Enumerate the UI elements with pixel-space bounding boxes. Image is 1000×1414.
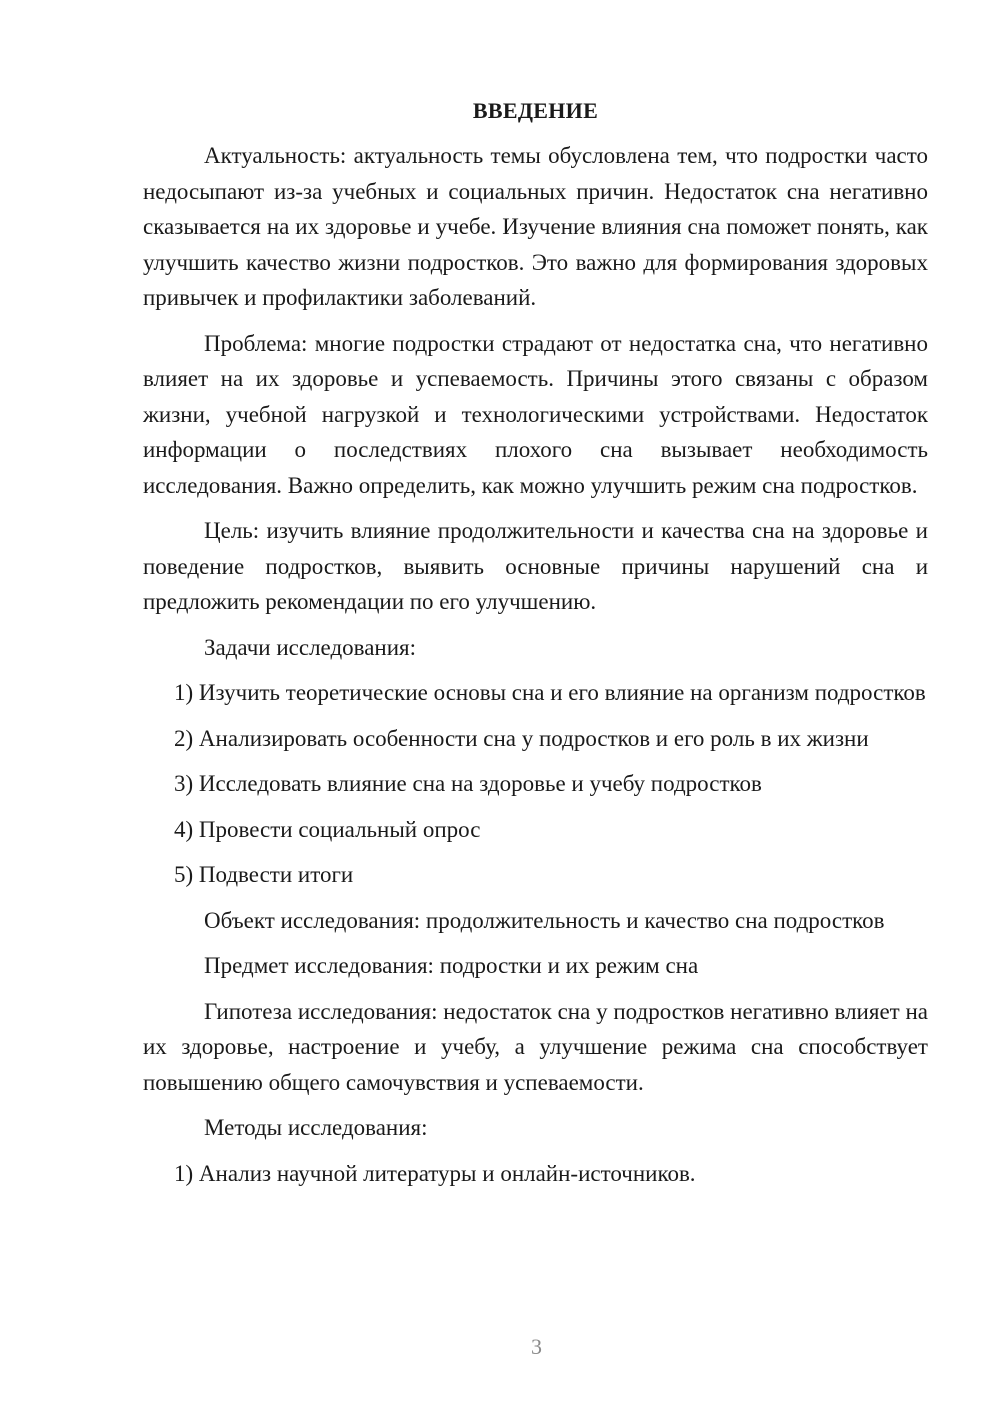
page-content xyxy=(143,96,928,1201)
problem-paragraph: Проблема: многие подростки страдают от недостатка сна, что негативно влияет на их здоровье и успеваемость. Причины этого связаны с образом жизни, учебной нагрузкой и технологическими устройствами. Недостаток информации о последствиях плохого сна вызывает необходимость исследования. Важно определить, как можно улучшить режим сна подростков. xyxy=(143,330,928,498)
page-title: ВВЕДЕНИЕ xyxy=(472,98,599,123)
task-item: 3) Исследовать влияние сна на здоровье и учебу подростков xyxy=(174,771,762,796)
methods-list xyxy=(143,1156,928,1192)
tasks-list xyxy=(143,675,928,893)
task-item: 4) Провести социальный опрос xyxy=(174,816,481,842)
tasks-heading: Задачи исследования: xyxy=(204,634,417,660)
task-item: 5) Подвести итоги xyxy=(174,862,354,887)
methods-heading: Методы исследования: xyxy=(204,1115,428,1140)
task-item: 1) Изучить теоретические основы сна и его влияние на организм подростков xyxy=(174,680,926,705)
hypothesis-paragraph: Гипотеза исследования: недостаток сна у подростков негативно влияет на их здоровье, настроение и учебу, а улучшение режима сна способствует повышению общего самочувствия и успеваемости. xyxy=(143,998,928,1095)
subject-paragraph: Предмет исследования: подростки и их режим сна xyxy=(204,953,699,978)
goal-paragraph: Цель: изучить влияние продолжительности и качества сна на здоровье и поведение подростков, выявить основные причины нарушений сна и предложить рекомендации по его улучшению. xyxy=(143,518,928,614)
page-number: 3 xyxy=(531,1334,542,1359)
relevance-paragraph: Актуальность: актуальность темы обусловлена тем, что подростки часто недосыпают из-за учебных и социальных причин. Недостаток сна негативно сказывается на их здоровье и учебе. Изучение влияния сна поможет понять, как улучшить качество жизни подростков. Это важно для формирования здоровых привычек и профилактики заболеваний. xyxy=(143,143,928,310)
object-paragraph: Объект исследования: продолжительность и качество сна подростков xyxy=(204,907,885,933)
task-item: 2) Анализировать особенности сна у подростков и его роль в их жизни xyxy=(174,725,869,751)
method-item: 1) Анализ научной литературы и онлайн-источников. xyxy=(174,1160,696,1186)
